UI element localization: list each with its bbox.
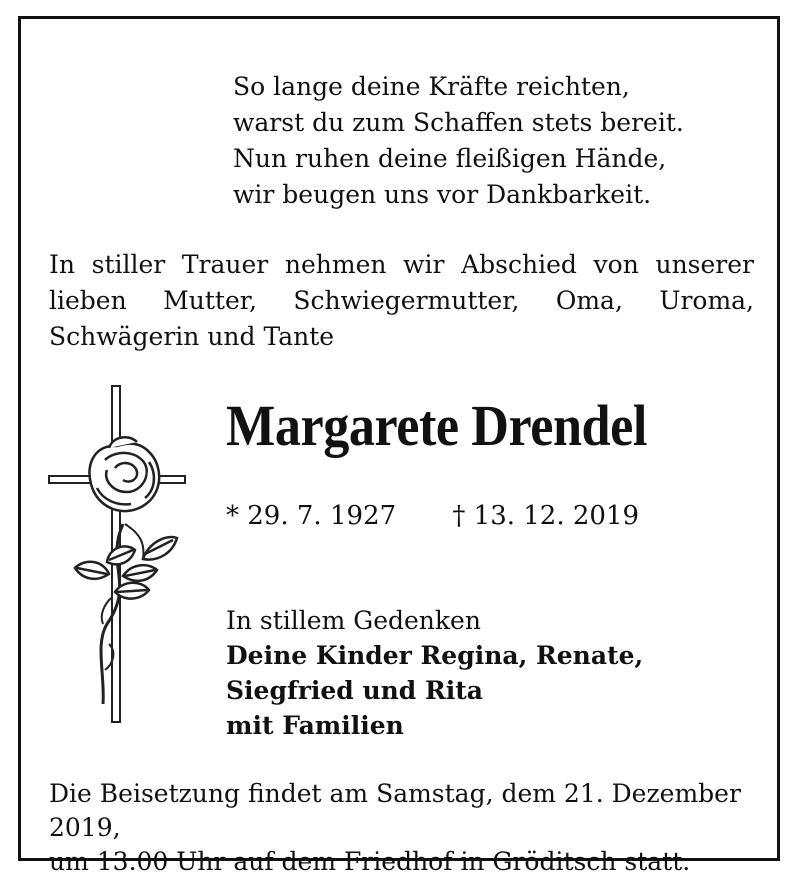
poem-line-2: warst du zum Schaffen stets bereit.: [233, 108, 684, 137]
funeral-line-1: Die Beisetzung findet am Samstag, dem 21. Dezember 2019,: [49, 779, 741, 842]
poem-line-1: So lange deine Kräfte reichten,: [233, 72, 630, 101]
mourners-line-2: Siegfried und Rita: [226, 676, 484, 705]
poem: [233, 69, 684, 213]
funeral-line-2: um 13.00 Uhr auf dem Friedhof in Gröditsch statt.: [49, 847, 691, 876]
life-dates: [226, 501, 639, 531]
poem-line-3: Nun ruhen deine fleißigen Hände,: [233, 144, 667, 173]
birth-date: * 29. 7. 1927: [226, 501, 397, 531]
cross-with-rose-icon: [45, 384, 190, 728]
mourners-line-3: mit Familien: [226, 711, 404, 740]
intro-text: In stiller Trauer nehmen wir Abschied von unserer lieben Mutter, Schwiegermutter, Oma, Uroma, Schwägerin und Tante: [49, 250, 754, 351]
deceased-name: Margarete Drendel: [226, 393, 647, 458]
obituary-frame: [18, 16, 780, 876]
poem-line-4: wir beugen uns vor Dankbarkeit.: [233, 180, 652, 209]
funeral-info: [49, 777, 759, 879]
mourners-line-1: Deine Kinder Regina, Renate,: [226, 641, 644, 670]
mourners-heading: In stillem Gedenken: [226, 606, 481, 635]
mourners: [226, 603, 643, 743]
death-date: † 13. 12. 2019: [452, 501, 640, 531]
